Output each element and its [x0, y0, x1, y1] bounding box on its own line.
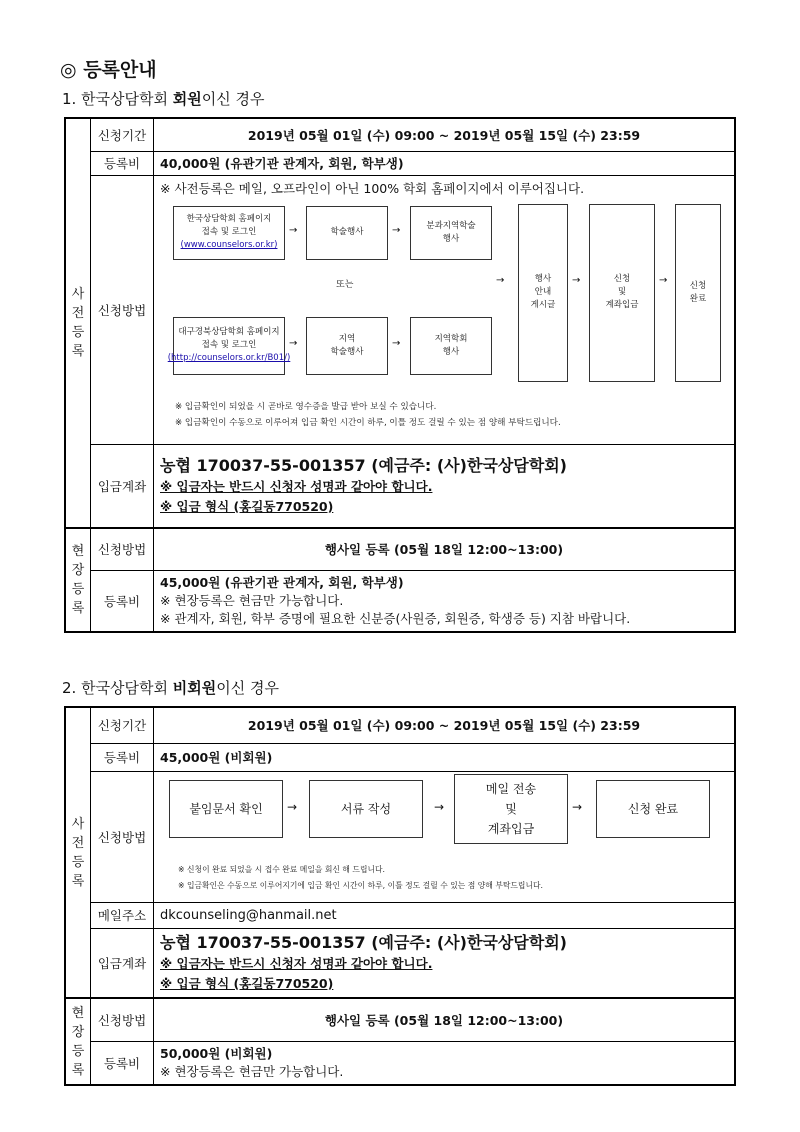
s2-account-cell: [154, 928, 736, 998]
s2-account-value: 농협 170037-55-001357 (예금주: (사)한국상담학회): [160, 932, 567, 952]
section1-heading-bold: 회원: [172, 90, 202, 108]
s1-method-cell: [154, 175, 736, 444]
s1-box1-l1: 한국상담학회 홈페이지: [186, 214, 272, 224]
section1-table: [64, 117, 736, 633]
s1-flow-box-regional-event: [410, 317, 492, 375]
s1-account-note1: ※ 입금자는 반드시 신청자 성명과 같아야 합니다.: [160, 478, 433, 494]
s2-onsite-fee-cell: [154, 1041, 736, 1085]
s1-box8-l1: 신청: [613, 274, 631, 284]
s1-arrow-icon: →: [572, 274, 581, 286]
s2-onsite-method-label: 신청방법: [91, 998, 154, 1041]
s2-method-cell: [154, 771, 736, 902]
s1-box7-l1: 행사: [534, 274, 552, 284]
s1-flow-box-academic: [306, 206, 388, 260]
s1-flow-box-complete: [675, 204, 721, 382]
s1-arrow-icon: →: [392, 224, 401, 236]
s1-method-label: 신청방법: [91, 175, 154, 444]
s1-period-label: 신청기간: [91, 118, 154, 151]
s1-arrow-icon: →: [392, 337, 401, 349]
s2-email-label: 메일주소: [91, 902, 154, 928]
s2-onsite-fee-value: 50,000원 (비회원): [160, 1045, 273, 1061]
s1-onsite-fee-label: 등록비: [91, 570, 154, 632]
s1-flow-box-apply-pay: [589, 204, 655, 382]
page-title: ◎ 등록안내: [60, 59, 157, 81]
s1-period-value: 2019년 05월 01일 (수) 09:00 ~ 2019년 05월 15일 (수) 23:59: [154, 118, 736, 151]
s1-account-note2: ※ 입금 형식 (홍길동770520): [160, 498, 334, 514]
s1-flow-note2: ※ 입금확인이 수동으로 이루어져 입금 확인 시간이 하루, 이틀 정도 걸릴 수 있는 점 양해 부탁드립니다.: [175, 417, 561, 428]
s1-box7-l2: 안내: [534, 287, 552, 297]
s1-box3-l2: 행사: [442, 233, 460, 244]
s2-box3-l2: 및: [505, 801, 517, 816]
s1-onsite-fee-cell: [154, 570, 736, 632]
s1-fee-label: 등록비: [91, 151, 154, 175]
s2-flow: [154, 772, 718, 902]
s1-box4-l2: 접속 및 로그인: [201, 340, 257, 350]
s2-box3-l1: 메일 전송: [485, 781, 537, 796]
s1-flow: [154, 176, 718, 444]
s1-fee-value: 40,000원 (유관기관 관계자, 회원, 학부생): [154, 151, 736, 175]
s1-onsite-method-value: 행사일 등록 (05월 18일 12:00~13:00): [154, 528, 736, 570]
s2-account-label: 입금계좌: [91, 928, 154, 998]
s1-arrow-icon: →: [496, 274, 505, 286]
section1-onsite-group: 현장등록: [65, 528, 91, 632]
section2-heading-post: 이신 경우: [216, 679, 280, 697]
s2-period-value: 2019년 05월 01일 (수) 09:00 ~ 2019년 05월 15일 (수) 23:59: [154, 707, 736, 743]
s1-flow-box-division: [410, 206, 492, 260]
s2-period-label: 신청기간: [91, 707, 154, 743]
s2-flow-note1: ※ 신청이 완료 되었을 시 접수 완료 메일을 회신 해 드립니다.: [178, 864, 386, 874]
s1-flow-box-daegu-homepage: [167, 317, 291, 375]
s1-daegu-link[interactable]: (http://counselors.or.kr/B01/): [167, 353, 291, 363]
s2-box3-l3: 계좌입금: [487, 821, 535, 836]
s2-box1: 붙임문서 확인: [189, 801, 263, 816]
s2-arrow-icon: →: [434, 799, 445, 814]
s2-email-value[interactable]: dkcounseling@hanmail.net: [154, 902, 736, 928]
s2-box2: 서류 작성: [340, 801, 392, 816]
s1-onsite-note2: ※ 관계자, 회원, 학부 증명에 필요한 신분증(사원증, 회원증, 학생증 등) 지참 바랍니다.: [160, 610, 631, 626]
s1-flow-box-notice: [518, 204, 568, 382]
s2-fee-label: 등록비: [91, 743, 154, 771]
s1-box1-l2: 접속 및 로그인: [201, 227, 257, 237]
s2-box4: 신청 완료: [627, 801, 679, 816]
s2-flow-box-attachment: [169, 780, 283, 838]
s1-method-note: ※ 사전등록은 메일, 오프라인이 아닌 100% 학회 홈페이지에서 이루어집니다.: [160, 180, 585, 196]
section2-heading: [62, 677, 279, 698]
s2-account-note2: ※ 입금 형식 (홍길동770520): [160, 975, 334, 991]
s1-account-cell: [154, 444, 736, 528]
section2-table: [64, 706, 736, 1086]
section1-heading-pre: 1. 한국상담학회: [62, 90, 173, 108]
s1-box5-l2: 학술행사: [330, 346, 364, 357]
s1-box6-l1: 지역학회: [434, 333, 468, 344]
s1-box8-l3: 계좌입금: [605, 300, 639, 310]
s1-box6-l2: 행사: [442, 346, 460, 357]
s1-box2: 학술행사: [330, 227, 364, 237]
s1-box8-l2: 및: [617, 287, 627, 297]
s1-flow-box-homepage: [173, 206, 285, 260]
s2-onsite-method-value: 행사일 등록 (05월 18일 12:00~13:00): [154, 998, 736, 1041]
section1-pre-group: 사전등록: [65, 118, 91, 528]
s1-arrow-icon: →: [289, 224, 298, 236]
section2-onsite-group: 현장등록: [65, 998, 91, 1085]
s1-box5-l1: 지역: [338, 333, 356, 344]
section1-heading-post: 이신 경우: [201, 90, 265, 108]
s1-flow-note1: ※ 입금확인이 되었을 시 곧바로 영수증을 발급 받아 보실 수 있습니다.: [175, 401, 437, 412]
s2-onsite-note1: ※ 현장등록은 현금만 가능합니다.: [160, 1063, 344, 1079]
s1-box9-l2: 완료: [689, 293, 707, 304]
s2-flow-box-mail-pay: [454, 774, 568, 844]
s1-arrow-icon: →: [289, 337, 298, 349]
s1-onsite-method-label: 신청방법: [91, 528, 154, 570]
s1-box9-l1: 신청: [689, 280, 707, 291]
s1-or-label: 또는: [336, 279, 354, 290]
s2-account-note1: ※ 입금자는 반드시 신청자 성명과 같아야 합니다.: [160, 955, 433, 971]
s2-onsite-fee-label: 등록비: [91, 1041, 154, 1085]
s1-onsite-note1: ※ 현장등록은 현금만 가능합니다.: [160, 592, 344, 608]
s2-fee-value: 45,000원 (비회원): [154, 743, 736, 771]
s2-flow-box-complete: [596, 780, 710, 838]
s2-flow-note2: ※ 입금확인은 수동으로 이루어지기에 입금 확인 시간이 하루, 이틀 정도 걸릴 수 있는 점 양해 부탁드립니다.: [178, 880, 543, 890]
s1-box7-l3: 게시글: [530, 300, 556, 310]
s2-arrow-icon: →: [287, 799, 298, 814]
section2-heading-pre: 2. 한국상담학회: [62, 679, 173, 697]
s1-onsite-fee-value: 45,000원 (유관기관 관계자, 회원, 학부생): [160, 574, 404, 590]
s2-flow-box-document: [309, 780, 423, 838]
section2-pre-group: 사전등록: [65, 707, 91, 998]
s1-arrow-icon: →: [659, 274, 668, 286]
s2-arrow-icon: →: [572, 799, 583, 814]
s1-account-label: 입금계좌: [91, 444, 154, 528]
s1-account-value: 농협 170037-55-001357 (예금주: (사)한국상담학회): [160, 455, 567, 475]
section1-heading: [62, 88, 265, 109]
s2-method-label: 신청방법: [91, 771, 154, 902]
s1-box3-l1: 분과지역학술: [426, 220, 476, 231]
s1-homepage-link[interactable]: (www.counselors.or.kr): [180, 240, 278, 250]
s1-flow-box-regional-academic: [306, 317, 388, 375]
section2-heading-bold: 비회원: [172, 679, 217, 697]
s1-box4-l1: 대구경북상담학회 홈페이지: [178, 327, 280, 337]
